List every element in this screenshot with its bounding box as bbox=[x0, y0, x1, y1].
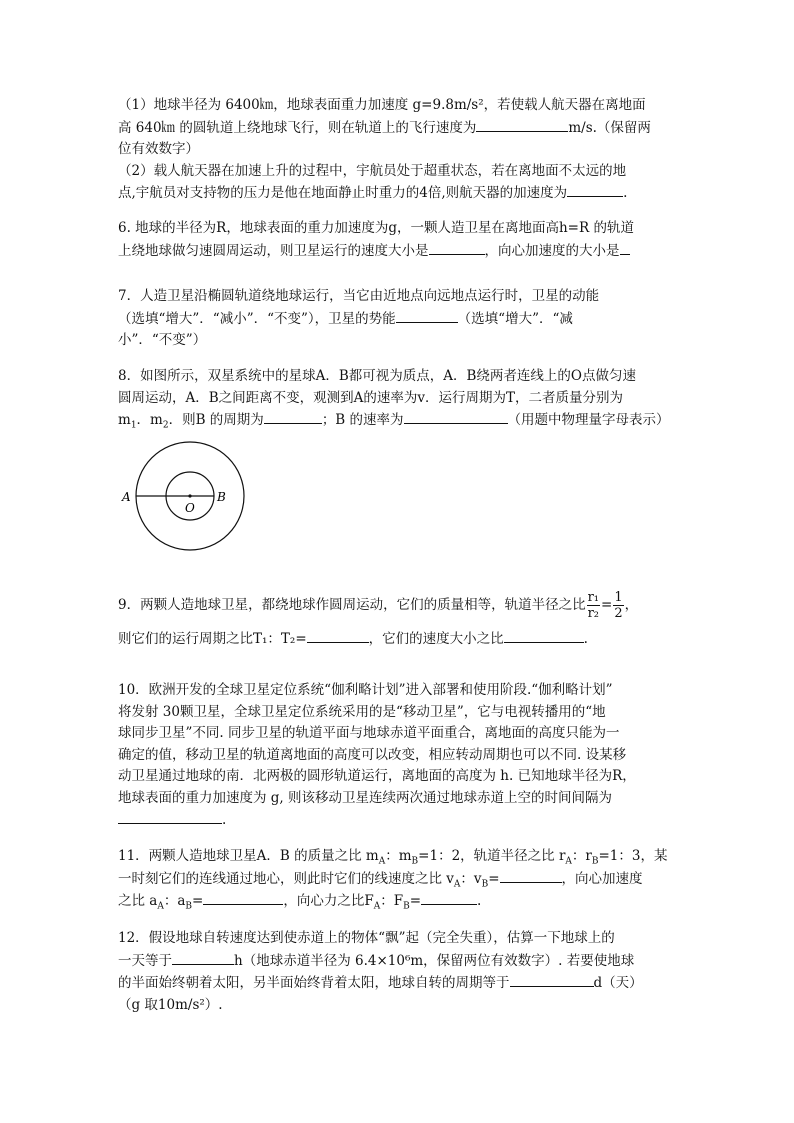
label-b: B bbox=[217, 490, 226, 504]
text-line: 7．人造卫星沿椭圆轨道绕地球运行，当它由近地点向远地点运行时，卫星的动能 bbox=[118, 288, 600, 304]
text-line: 的半面始终朝着太阳，另半面始终背着太阳，地球自转的周期等于 d（天） bbox=[118, 972, 688, 995]
question-10 bbox=[118, 680, 688, 832]
text-line: 高 640㎞ 的圆轨道上绕地球飞行，则在轨道上的飞行速度为 m/s.（保留两 bbox=[118, 117, 688, 140]
text-line: （2）载人航天器在加速上升的过程中，宇航员处于超重状态，若在离地面不太远的地 bbox=[118, 162, 627, 179]
text-line: 小”．“不变”） bbox=[118, 332, 207, 348]
answer-blank[interactable] bbox=[504, 628, 584, 643]
text-line: 圆周运动，A．B之间距离不变，观测到A的速率为v．运行周期为T，二者质量分别为 bbox=[118, 389, 624, 406]
answer-blank[interactable] bbox=[510, 972, 594, 987]
answer-blank[interactable] bbox=[429, 240, 485, 255]
text-line: 6. 地球的半径为R，地球表面的重力加速度为g，一颗人造卫星在离地面高h=R 的轨道 bbox=[118, 220, 634, 236]
question-6 bbox=[118, 218, 688, 262]
text-line: 上绕地球做匀速圆周运动，则卫星运行的速度大小是 ，向心加速度的大小是 bbox=[118, 240, 688, 263]
answer-blank[interactable] bbox=[118, 809, 222, 824]
label-o: O bbox=[185, 501, 195, 515]
question-prev bbox=[118, 95, 688, 205]
orbit-diagram bbox=[118, 440, 258, 562]
answer-blank[interactable] bbox=[500, 868, 562, 883]
answer-blank[interactable] bbox=[404, 409, 508, 424]
text-line: . bbox=[118, 809, 688, 832]
text-line: 10．欧洲开发的全球卫星定位系统“伽利略计划”进入部署和使用阶段.“伽利略计划” bbox=[118, 682, 613, 698]
answer-blank[interactable] bbox=[203, 890, 283, 905]
text-line: 则它们的运行周期之比T₁：T₂= ，它们的速度大小之比 . bbox=[118, 628, 688, 651]
text-line: $m_1$．$m_2$．则B 的周期为 ；B 的速率为 （用题中物理量字母表示） bbox=[118, 409, 688, 432]
binary-star-figure bbox=[118, 440, 258, 566]
text-line: 11．两颗人造地球卫星A．B 的质量之比 $m_A$：$m_B=1$：2，轨道半径之比 $r_A$：$r_B=1$：3，某 bbox=[118, 848, 668, 867]
text-line: 一时刻它们的连线通过地心，则此时它们的线速度之比 $v_A$：$v_B=$ ，向心加速度 bbox=[118, 868, 688, 891]
label-a: A bbox=[122, 490, 131, 504]
text-line: 8．如图所示，双星系统中的星球A．B都可视为质点，A．B绕两者连线上的O点做匀速 bbox=[118, 368, 636, 384]
text-line: （g 取10m/s²）. bbox=[118, 996, 223, 1013]
answer-blank[interactable] bbox=[421, 890, 477, 905]
question-12 bbox=[118, 928, 688, 1016]
text-line: 12．假设地球自转速度达到使赤道上的物体“飘”起（完全失重），估算一下地球上的 bbox=[118, 930, 615, 946]
question-9 bbox=[118, 588, 688, 651]
text-line: 确定的值，移动卫星的轨道离地面的高度可以改变，相应转动周期也可以不同. 设某移 bbox=[118, 746, 627, 763]
text-line: 将发射 30颗卫星，全球卫星定位系统采用的是“移动卫星”，它与电视转播用的“地 bbox=[118, 703, 606, 720]
question-7 bbox=[118, 286, 688, 352]
text-line: 之比 $a_A$：$a_B=$ ，向心力之比$F_A$：$F_B=$ . bbox=[118, 890, 688, 913]
text-line: （选填“增大”．“减小”．“不变”），卫星的势能 （选填“增大”．“减 bbox=[118, 308, 688, 331]
question-8 bbox=[118, 366, 688, 432]
answer-blank[interactable] bbox=[620, 240, 630, 255]
answer-blank[interactable] bbox=[307, 628, 369, 643]
answer-blank[interactable] bbox=[396, 308, 458, 323]
answer-blank[interactable] bbox=[476, 117, 568, 132]
fraction-1-2: $\frac{1}{2}$ bbox=[614, 590, 623, 621]
text-line: 9．两颗人造地球卫星，都绕地球作圆周运动，它们的质量相等，轨道半径之比 $\frac{\text{r₁}}{\text{r₂}}$ = $\frac{1}{2}$ ， bbox=[118, 590, 639, 621]
question-11 bbox=[118, 846, 688, 913]
answer-blank[interactable] bbox=[264, 409, 322, 424]
text-line: 地球表面的重力加速度为 g, 则该移动卫星连续两次通过地球赤道上空的时间间隔为 bbox=[118, 789, 613, 806]
text-line: 动卫星通过地球的南．北两极的圆形轨道运行，离地面的高度为 h. 已知地球半径为R， bbox=[118, 768, 636, 784]
text-line: 点,宇航员对支持物的压力是他在地面静止时重力的4倍,则航天器的加速度为 . bbox=[118, 182, 688, 205]
answer-blank[interactable] bbox=[172, 950, 234, 965]
text-line: （1）地球半径为 6400㎞，地球表面重力加速度 g=9.8m/s²，若使载人航天器在离地面 bbox=[118, 97, 646, 113]
fraction-r1-r2: $\frac{\text{r₁}}{\text{r₂}}$ bbox=[587, 590, 600, 621]
answer-blank[interactable] bbox=[567, 182, 623, 197]
text-line: 球同步卫星”不同. 同步卫星的轨道平面与地球赤道平面重合，离地面的高度只能为一 bbox=[118, 725, 620, 741]
text-line: 位有效数字） bbox=[118, 141, 199, 157]
center-point bbox=[188, 494, 191, 497]
text-line: 一天等于 h（地球赤道半径为 6.4×10⁶m，保留两位有效数字）. 若要使地球 bbox=[118, 950, 688, 973]
